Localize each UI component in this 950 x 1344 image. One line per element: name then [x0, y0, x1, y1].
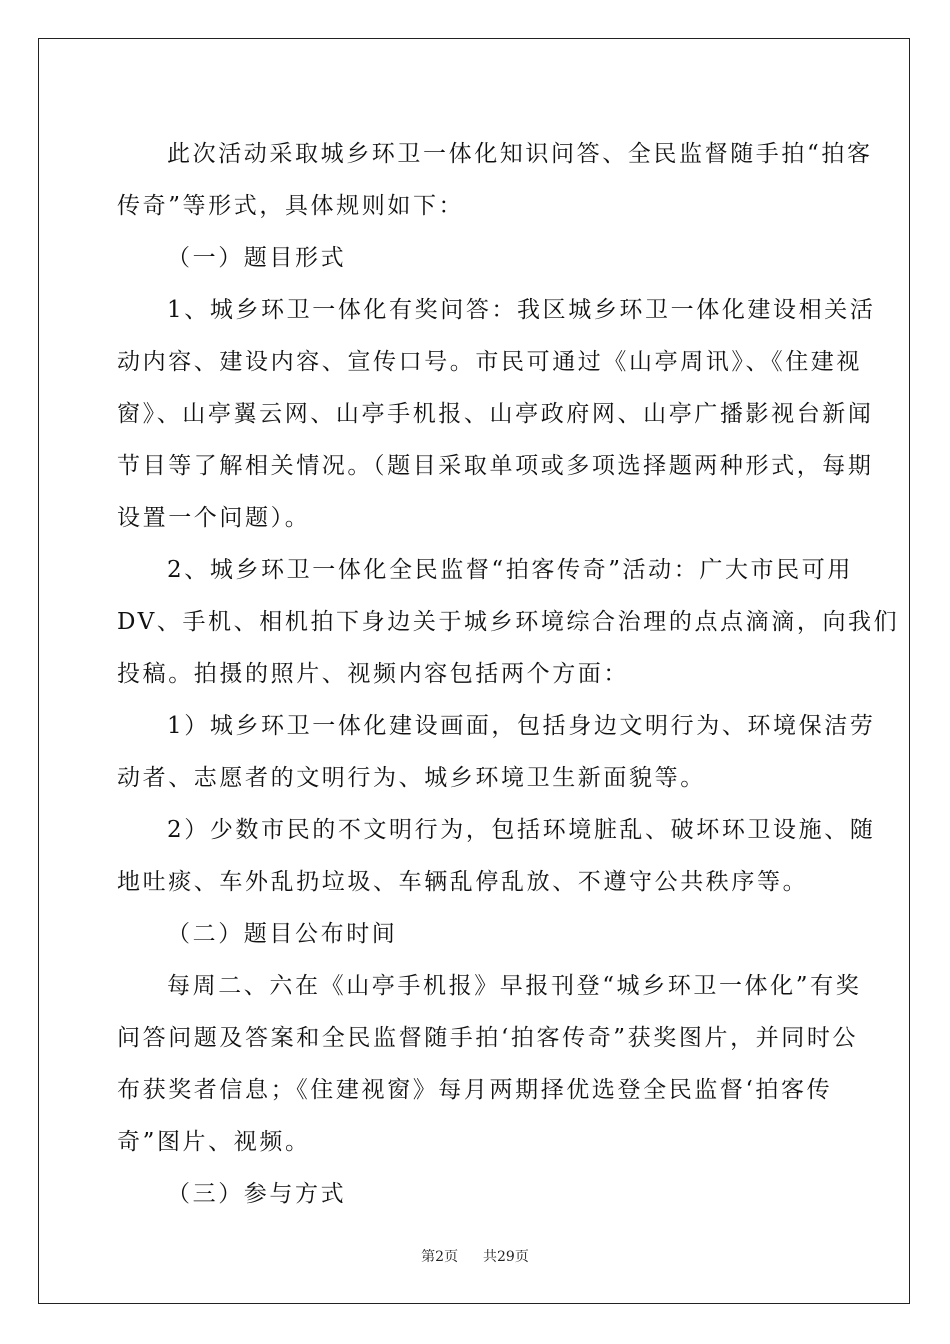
page-footer	[0, 1246, 950, 1266]
paragraph-1-line-5: 设置一个问题）。	[117, 505, 311, 531]
paragraph-2-line-1: 2、城乡环卫一体化全民监督“拍客传奇”活动：广大市民可用	[167, 557, 853, 583]
section-heading-3: （三）参与方式	[167, 1181, 347, 1207]
paragraph-1-line-1: 1、城乡环卫一体化有奖问答：我区城乡环卫一体化建设相关活	[167, 297, 876, 323]
list-item-1-line-2: 动者、志愿者的文明行为、城乡环境卫生新面貌等。	[117, 765, 706, 791]
paragraph-intro-line-2: 传奇”等形式，具体规则如下：	[117, 193, 465, 219]
paragraph-3-line-1: 每周二、六在《山亭手机报》早报刊登“城乡环卫一体化”有奖	[167, 973, 862, 999]
paragraph-1-line-4: 节目等了解相关情况。（题目采取单项或多项选择题两种形式，每期	[117, 453, 874, 479]
paragraph-1-line-2: 动内容、建设内容、宣传口号。市民可通过《山亭周讯》、《住建视	[117, 349, 862, 375]
paragraph-2-line-3: 投稿。拍摄的照片、视频内容包括两个方面：	[117, 661, 629, 687]
section-heading-1: （一）题目形式	[167, 245, 347, 271]
list-item-2-line-2: 地吐痰、车外乱扔垃圾、车辆乱停乱放、不遵守公共秩序等。	[117, 869, 809, 895]
paragraph-3-line-4: 奇”图片、视频。	[117, 1129, 311, 1155]
paragraph-intro-line-1: 此次活动采取城乡环卫一体化知识问答、全民监督随手拍“拍客	[167, 141, 873, 167]
list-item-2-line-1: 2）少数市民的不文明行为，包括环境脏乱、破坏环卫设施、随	[167, 817, 876, 843]
document-body	[117, 128, 900, 1220]
paragraph-2-line-2: DV、手机、相机拍下身边关于城乡环境综合治理的点点滴滴，向我们	[117, 609, 900, 635]
section-heading-2: （二）题目公布时间	[167, 921, 398, 947]
paragraph-3-line-2: 问答问题及答案和全民监督随手拍‘拍客传奇”获奖图片，并同时公	[117, 1025, 859, 1051]
paragraph-1-line-3: 窗》、山亭翼云网、山亭手机报、山亭政府网、山亭广播影视台新闻	[117, 401, 874, 427]
list-item-1-line-1: 1）城乡环卫一体化建设画面，包括身边文明行为、环境保洁劳	[167, 713, 876, 739]
paragraph-3-line-3: 布获奖者信息；《住建视窗》每月两期择优选登全民监督‘拍客传	[117, 1077, 833, 1103]
page-number: 第2页	[421, 1249, 459, 1265]
page-total: 共29页	[483, 1249, 529, 1265]
